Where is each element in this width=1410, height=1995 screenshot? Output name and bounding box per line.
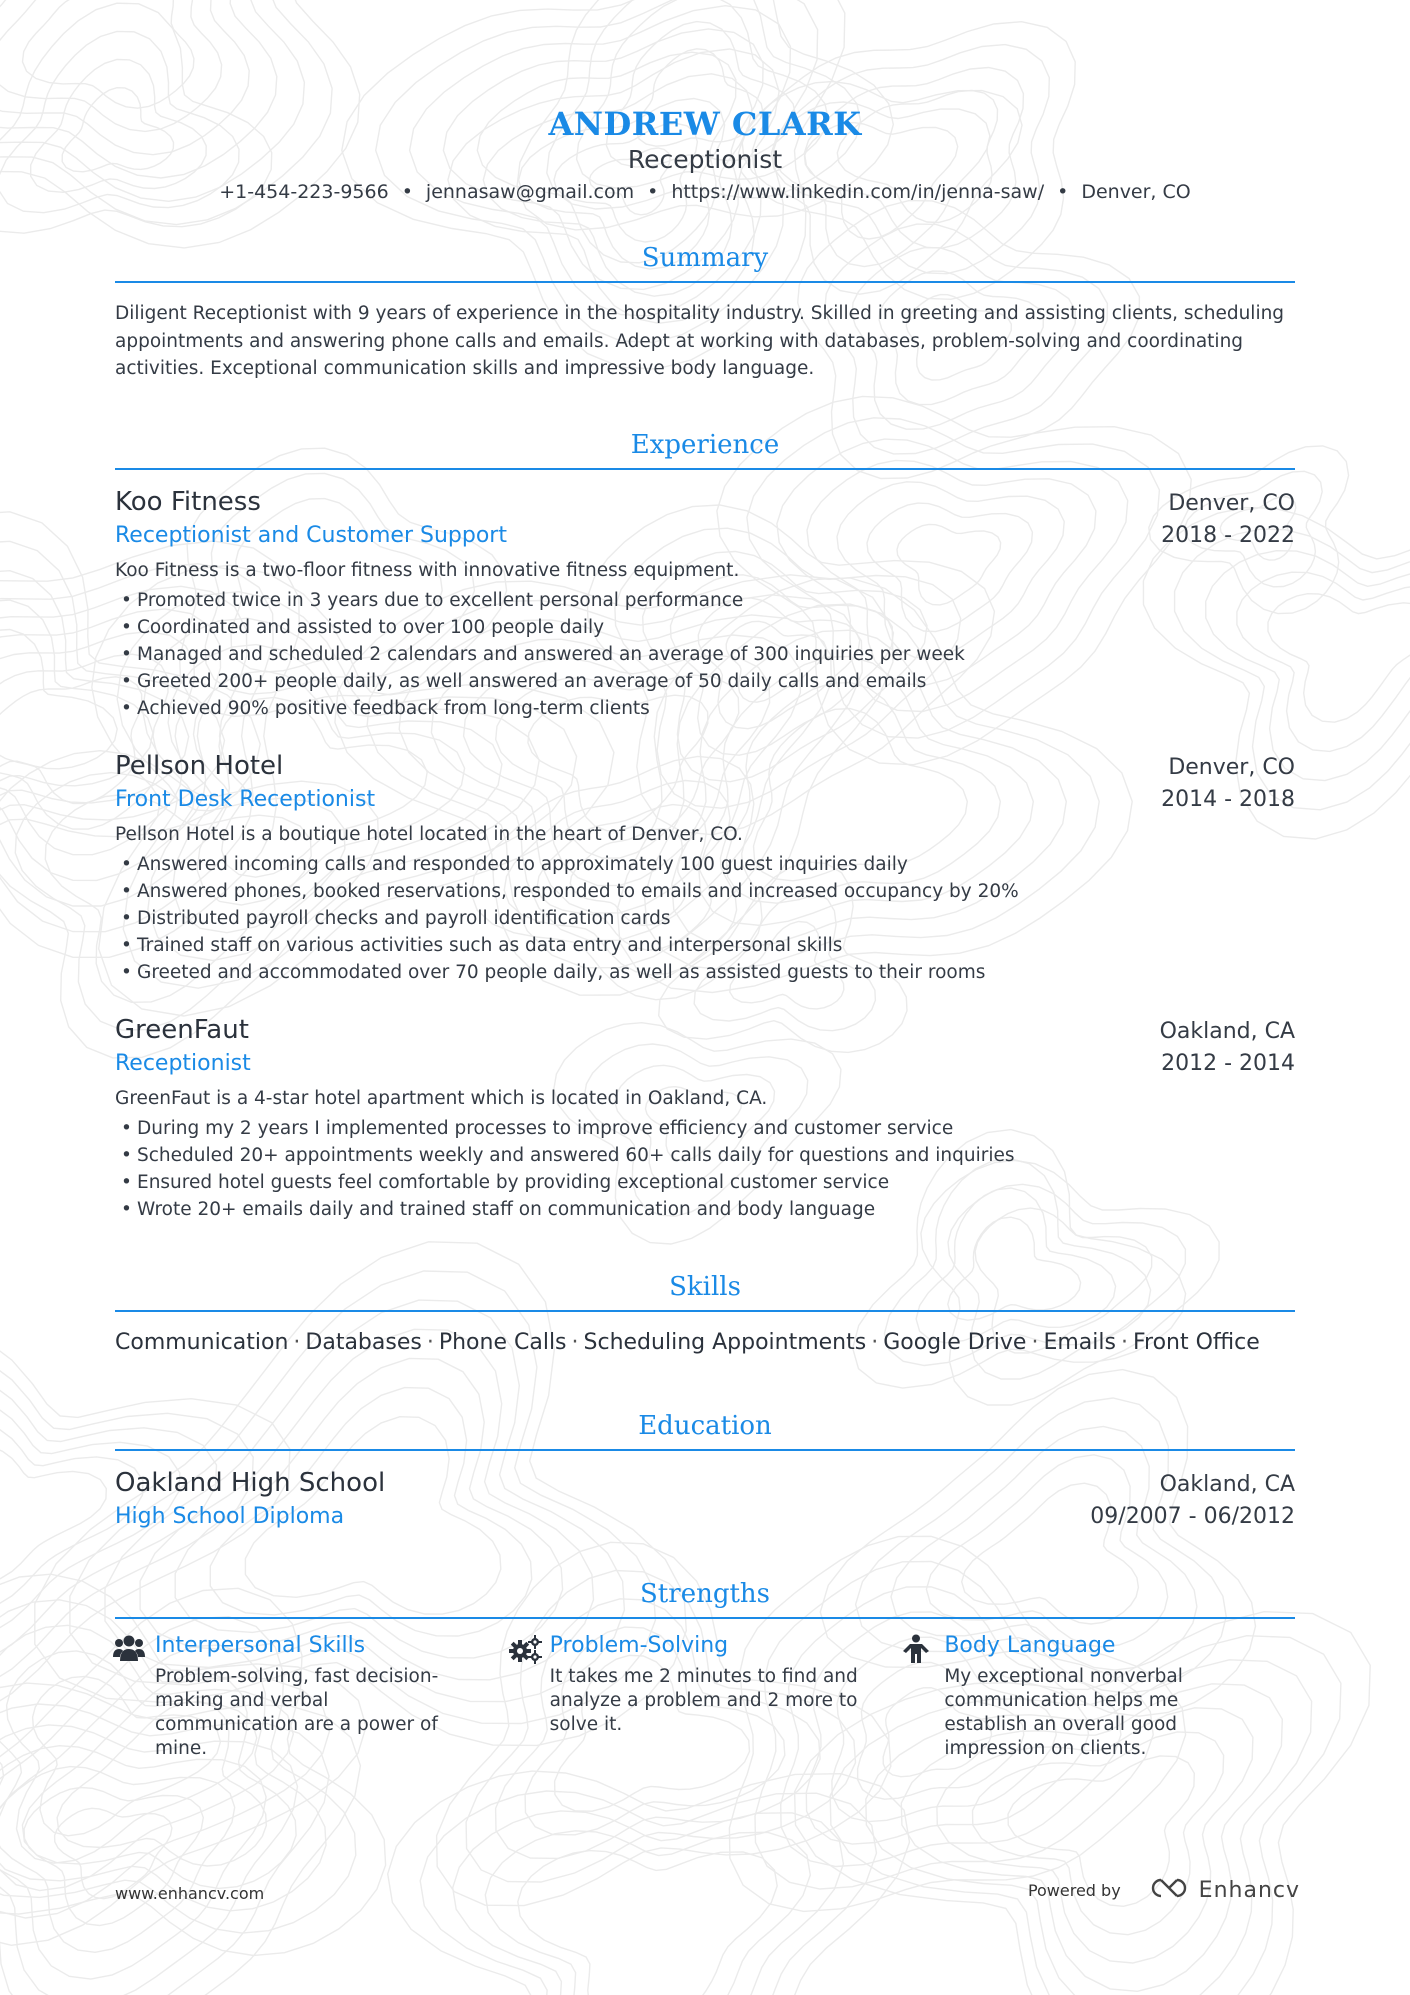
job-entry — [115, 1013, 1295, 1223]
strengths-list — [113, 1631, 1297, 1761]
bullet-item: • Achieved 90% positive feedback from long-term clients — [115, 695, 1295, 722]
bullet-item: • Greeted 200+ people daily, as well answered an average of 50 daily calls and emails — [115, 668, 1295, 695]
bullet-item: • During my 2 years I implemented processes to improve efficiency and customer service — [115, 1115, 1295, 1142]
skills-list — [115, 1327, 1295, 1359]
school-name: Oakland High School — [115, 1468, 386, 1498]
strength-title: Interpersonal Skills — [155, 1633, 366, 1658]
users-icon — [113, 1631, 155, 1761]
job-entry — [115, 749, 1295, 986]
job-dates: 2018 - 2022 — [1161, 523, 1295, 548]
skill-separator: · — [1120, 1330, 1128, 1355]
contact-separator: • — [401, 181, 413, 203]
skill-item: Google Drive — [883, 1330, 1027, 1355]
strength-item — [508, 1631, 903, 1761]
contact-separator: • — [647, 181, 659, 203]
strengths-heading: Strengths — [115, 1577, 1295, 1619]
enhancv-logo-icon — [1147, 1876, 1193, 1904]
summary-text: Diligent Receptionist with 9 years of experience in the hospitality industry. Skilled in greeting and assisting clients, scheduling appointments and answering phone calls and emails. Adept at working with databases, problem-solving and coordinating activities. Exceptional communication skills and impressive body language. — [115, 303, 1285, 379]
strength-item — [113, 1631, 508, 1761]
job-role: Front Desk Receptionist — [115, 787, 376, 812]
skill-item: Front Office — [1132, 1330, 1260, 1355]
bullet-item: • Distributed payroll checks and payroll identification cards — [115, 905, 1295, 932]
job-bullets — [115, 1115, 1295, 1223]
job-role: Receptionist and Customer Support — [115, 523, 507, 548]
strength-item — [902, 1631, 1297, 1761]
strength-text: Problem-solving, fast decision-making and verbal communication are a power of mine. — [155, 1666, 439, 1759]
gears-icon — [508, 1631, 550, 1761]
bullet-item: • Managed and scheduled 2 calendars and answered an average of 300 inquiries per week — [115, 641, 1295, 668]
footer-branding — [1028, 1876, 1300, 1904]
job-company: GreenFaut — [115, 1015, 249, 1045]
bullet-item: • Ensured hotel guests feel comfortable by providing exceptional customer service — [115, 1169, 1295, 1196]
bullet-item: • Scheduled 20+ appointments weekly and answered 60+ calls daily for questions and inquiries — [115, 1142, 1295, 1169]
education-entry — [115, 1466, 1295, 1534]
education-dates: 09/2007 - 06/2012 — [1090, 1504, 1295, 1529]
bullet-item: • Promoted twice in 3 years due to excellent personal performance — [115, 587, 1295, 614]
bullet-item: • Wrote 20+ emails daily and trained staff on communication and body language — [115, 1196, 1295, 1223]
skill-separator: · — [1031, 1330, 1039, 1355]
job-description: Koo Fitness is a two-floor fitness with innovative fitness equipment. — [115, 560, 740, 581]
bullet-item: • Greeted and accommodated over 70 people daily, as well as assisted guests to their rooms — [115, 959, 1295, 986]
experience-heading: Experience — [115, 428, 1295, 470]
skill-item: Emails — [1043, 1330, 1116, 1355]
job-description: GreenFaut is a 4-star hotel apartment which is located in Oakland, CA. — [115, 1088, 768, 1109]
job-company: Koo Fitness — [115, 487, 261, 517]
job-dates: 2014 - 2018 — [1161, 787, 1295, 812]
skill-item: Communication — [115, 1330, 289, 1355]
degree-name: High School Diploma — [115, 1504, 345, 1529]
summary-heading: Summary — [115, 241, 1295, 283]
resume-header — [0, 104, 1410, 206]
skill-separator: · — [426, 1330, 434, 1355]
strength-text: My exceptional nonverbal communication helps me establish an overall good impression on clients. — [944, 1666, 1183, 1759]
education-heading: Education — [115, 1409, 1295, 1451]
email-link[interactable]: jennasaw@gmail.com — [425, 181, 635, 203]
phone-number[interactable]: +1-454-223-9566 — [219, 181, 389, 203]
strength-text: It takes me 2 minutes to find and analyze a problem and 2 more to solve it. — [549, 1666, 858, 1735]
candidate-name: ANDREW CLARK — [548, 105, 862, 143]
job-bullets — [115, 851, 1295, 986]
skill-separator: · — [293, 1330, 301, 1355]
job-dates: 2012 - 2014 — [1161, 1051, 1295, 1076]
brand-name: Enhancv — [1198, 1877, 1300, 1903]
strength-title: Body Language — [944, 1633, 1116, 1658]
contact-separator: • — [1057, 181, 1069, 203]
job-location: Denver, CO — [1168, 755, 1295, 780]
job-entry — [115, 485, 1295, 722]
person-icon — [902, 1631, 944, 1761]
skill-item: Databases — [305, 1330, 422, 1355]
school-location: Oakland, CA — [1159, 1472, 1295, 1497]
skill-item: Phone Calls — [438, 1330, 567, 1355]
contact-location: Denver, CO — [1081, 181, 1191, 203]
job-company: Pellson Hotel — [115, 751, 284, 781]
candidate-title: Receptionist — [627, 145, 783, 174]
strength-title: Problem-Solving — [549, 1633, 729, 1658]
linkedin-link[interactable]: https://www.linkedin.com/in/jenna-saw/ — [671, 181, 1045, 203]
bullet-item: • Coordinated and assisted to over 100 people daily — [115, 614, 1295, 641]
job-role: Receptionist — [115, 1051, 251, 1076]
bullet-item: • Trained staff on various activities such as data entry and interpersonal skills — [115, 932, 1295, 959]
skill-separator: · — [571, 1330, 579, 1355]
footer-url[interactable]: www.enhancv.com — [115, 1884, 265, 1903]
job-description: Pellson Hotel is a boutique hotel located in the heart of Denver, CO. — [115, 824, 743, 845]
job-location: Denver, CO — [1168, 491, 1295, 516]
skill-item: Scheduling Appointments — [583, 1330, 867, 1355]
contact-line — [0, 178, 1410, 206]
skills-heading: Skills — [115, 1270, 1295, 1312]
bullet-item: • Answered phones, booked reservations, responded to emails and increased occupancy by 20% — [115, 878, 1295, 905]
powered-by-label: Powered by — [1027, 1880, 1121, 1900]
bullet-item: • Answered incoming calls and responded to approximately 100 guest inquiries daily — [115, 851, 1295, 878]
job-bullets — [115, 587, 1295, 722]
skill-separator: · — [871, 1330, 879, 1355]
job-location: Oakland, CA — [1159, 1019, 1295, 1044]
